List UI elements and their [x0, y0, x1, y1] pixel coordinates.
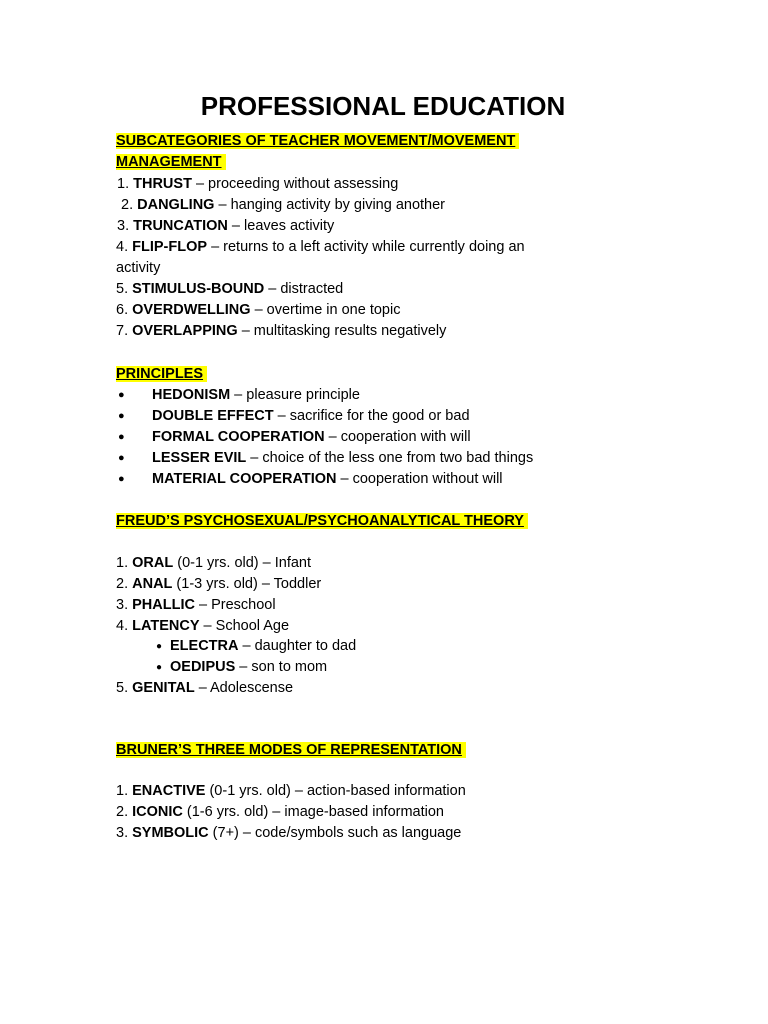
bullet-icon: ●: [118, 410, 125, 422]
list-item: 3. SYMBOLIC (7+) – code/symbols such as language: [116, 825, 462, 841]
bullet-icon: ●: [118, 431, 125, 443]
list-item: 3. PHALLIC – Preschool: [116, 597, 276, 613]
page-title: PROFESSIONAL EDUCATION: [200, 91, 566, 121]
list-item: 1. THRUST – proceeding without assessing: [117, 176, 399, 192]
section-heading-movement-line1: SUBCATEGORIES OF TEACHER MOVEMENT/MOVEMENT: [116, 133, 519, 149]
list-item: 4. FLIP-FLOP – returns to a left activity while currently doing an: [116, 239, 525, 255]
list-item: 6. OVERDWELLING – overtime in one topic: [116, 302, 401, 318]
list-item: 4. LATENCY – School Age: [116, 618, 290, 634]
section-heading-freud: FREUD’S PSYCHOSEXUAL/PSYCHOANALYTICAL THEORY: [116, 511, 586, 532]
list-item: 2. ANAL (1-3 yrs. old) – Toddler: [116, 576, 322, 592]
bullet-icon: ●: [156, 641, 163, 652]
list-item: 2. DANGLING – hanging activity by giving another: [121, 197, 446, 213]
section-heading-bruner: BRUNER’S THREE MODES OF REPRESENTATION: [116, 740, 586, 761]
section-heading-movement-line2: MANAGEMENT: [116, 154, 226, 170]
list-item-continuation: activity: [116, 260, 161, 276]
list-item: 1. ORAL (0-1 yrs. old) – Infant: [116, 555, 312, 571]
list-item: 2. ICONIC (1-6 yrs. old) – image-based information: [116, 804, 444, 820]
section-heading-principles: PRINCIPLES: [116, 364, 586, 385]
bullet-icon: ●: [118, 473, 125, 485]
bullet-icon: ●: [156, 662, 163, 673]
bullet-icon: ●: [118, 389, 125, 401]
list-item: 7. OVERLAPPING – multitasking results negatively: [116, 323, 447, 339]
document-page: PROFESSIONAL EDUCATION SUBCATEGORIES OF TEACHER MOVEMENT/MOVEMENT MANAGEMENT 1. THRUST – proceeding without assessing 2. DANGLING – hanging activity by giving another 3. TRUNCATION – leaves activity 4. FLIP-FLOP – returns to a left activity while currently doing an activity 5. STIMULUS-BOUND – distracted 6. OVERDWELLING – overtime in one topic 7. OVERLAPPING – multitasking results negatively PRINCIPLES ● HEDONISM – pleasure principle ● DOUBLE EFFECT – sacrifice for the good or bad ● FORMAL COOPERATION – cooperation with will ● LESSER EVIL – choice of the less one from two bad things ● MATERIAL COOPERATION – cooperation without will FREUD’S PSYCHOSEXUAL/PSYCHOANALYTICAL THEORY 1. ORAL (0-1 yrs. old) – Infant 2. ANAL (1-3 yrs. old) – Toddler 3. PHALLIC – Preschool 4. LATENCY – School Age ● ELECTRA – daughter to dad ● OEDIPUS – son to mom 5. GENITAL – Adolescense BRUNER’S THREE MODES OF REPRESENTATION 1. ENACTIVE (0-1 yrs. old) – action-based information 2. ICONIC (1-6 yrs. old) – image-based information 3. SYMBOLIC (7+) – code/symbols such as language: [0, 0, 768, 1024]
list-item: 1. ENACTIVE (0-1 yrs. old) – action-based information: [116, 783, 466, 799]
list-item: 5. GENITAL – Adolescense: [116, 680, 294, 696]
section-heading-movement: [116, 131, 586, 152]
list-item: 3. TRUNCATION – leaves activity: [117, 218, 335, 234]
bullet-icon: ●: [118, 452, 125, 464]
section-heading-movement-cont: [116, 152, 586, 173]
list-item: 5. STIMULUS-BOUND – distracted: [116, 281, 344, 297]
